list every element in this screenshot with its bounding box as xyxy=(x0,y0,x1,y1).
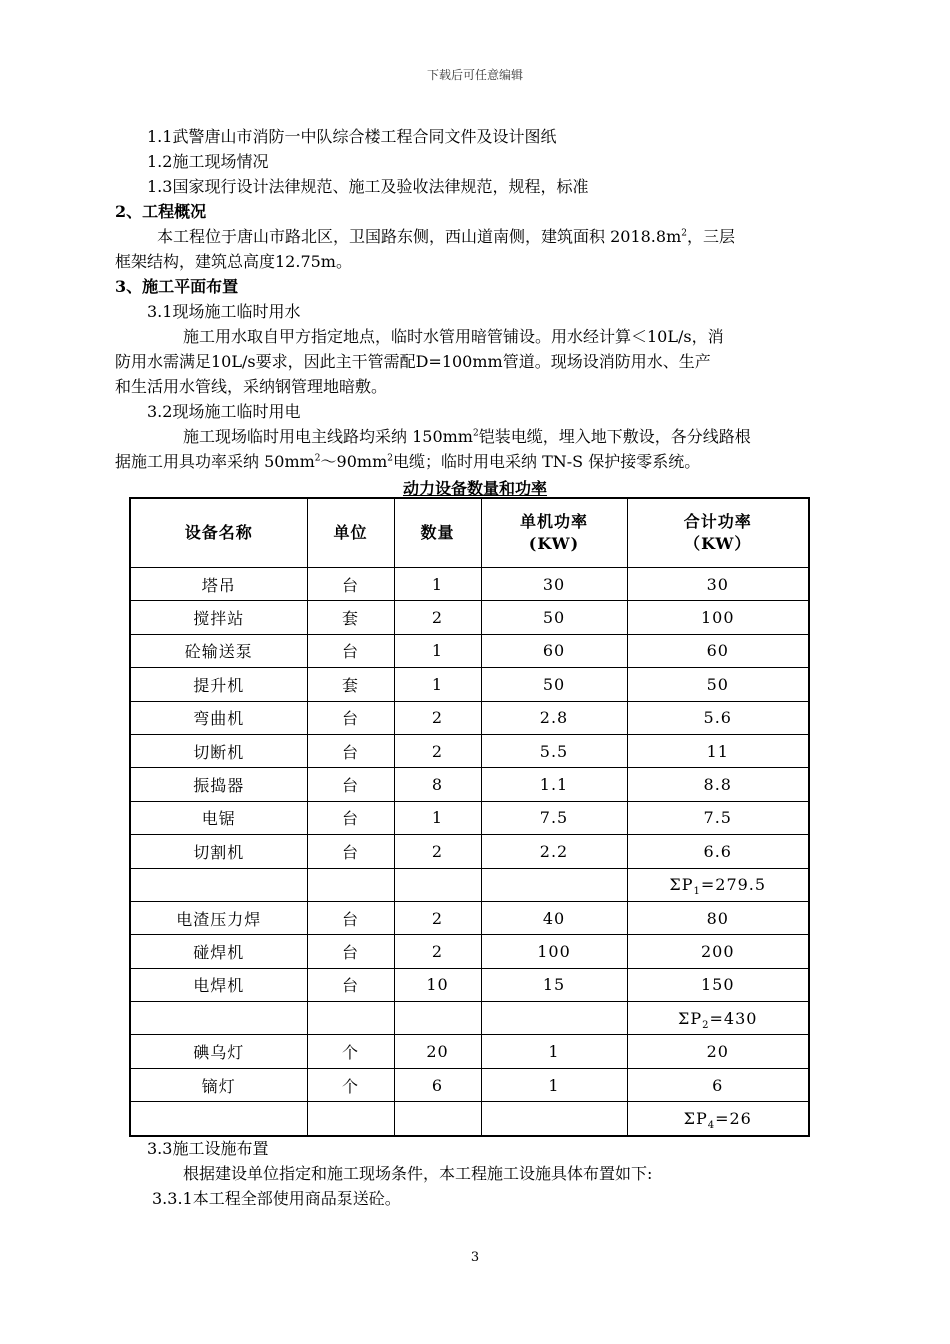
cell-name xyxy=(130,868,307,901)
cell-unit xyxy=(307,1102,394,1136)
cell-name: 电焊机 xyxy=(130,968,307,1001)
page-number: 3 xyxy=(470,1250,480,1265)
cell-name: 电锯 xyxy=(130,801,307,834)
header-total-power: 合计功率 （KW） xyxy=(627,498,809,568)
table-row xyxy=(130,935,809,968)
section-3-3-line: 根据建设单位指定和施工现场条件，本工程施工设施具体布置如下: xyxy=(183,1164,653,1183)
cell-total: 8.8 xyxy=(627,768,809,801)
basis-item-1: 1.1武警唐山市消防一中队综合楼工程合同文件及设计图纸 xyxy=(147,127,557,146)
cell-qty: 2 xyxy=(394,935,481,968)
table-row xyxy=(130,835,809,868)
cell-qty: 2 xyxy=(394,601,481,634)
cell-single: 40 xyxy=(481,901,627,934)
cell-single xyxy=(481,868,627,901)
cell-unit: 台 xyxy=(307,968,394,1001)
cell-qty: 1 xyxy=(394,568,481,601)
table-row xyxy=(130,1035,809,1068)
cell-single: 15 xyxy=(481,968,627,1001)
cell-name: 碰焊机 xyxy=(130,935,307,968)
cell-unit: 套 xyxy=(307,601,394,634)
equipment-power-table xyxy=(129,497,810,1137)
header-qty: 数量 xyxy=(394,498,481,568)
cell-name xyxy=(130,1002,307,1035)
cell-name: 切割机 xyxy=(130,835,307,868)
cell-qty: 10 xyxy=(394,968,481,1001)
cell-qty: 6 xyxy=(394,1068,481,1101)
cell-unit: 台 xyxy=(307,634,394,667)
cell-name: 切断机 xyxy=(130,734,307,767)
cell-qty xyxy=(394,1102,481,1136)
cell-unit: 台 xyxy=(307,734,394,767)
cell-qty: 2 xyxy=(394,701,481,734)
cell-single: 50 xyxy=(481,668,627,701)
cell-name: 振捣器 xyxy=(130,768,307,801)
cell-qty: 1 xyxy=(394,801,481,834)
cell-single: 2.8 xyxy=(481,701,627,734)
cell-name: 电渣压力焊 xyxy=(130,901,307,934)
cell-unit xyxy=(307,1002,394,1035)
cell-unit: 台 xyxy=(307,901,394,934)
cell-total: 60 xyxy=(627,634,809,667)
table-row xyxy=(130,668,809,701)
cell-name: 镝灯 xyxy=(130,1068,307,1101)
cell-qty: 2 xyxy=(394,901,481,934)
cell-total: 11 xyxy=(627,734,809,767)
cell-name xyxy=(130,1102,307,1136)
cell-single: 100 xyxy=(481,935,627,968)
section-3-heading: 3、施工平面布置 xyxy=(115,277,239,296)
cell-total: 150 xyxy=(627,968,809,1001)
cell-unit: 套 xyxy=(307,668,394,701)
cell-total: 7.5 xyxy=(627,801,809,834)
section-3-1-line-1: 施工用水取自甲方指定地点，临时水管用暗管铺设。用水经计算＜10L/s，消 xyxy=(183,327,724,346)
cell-name: 碘乌灯 xyxy=(130,1035,307,1068)
basis-item-3: 1.3国家现行设计法律规范、施工及验收法律规范，规程，标准 xyxy=(147,177,589,196)
section-3-2-title: 3.2现场施工临时用电 xyxy=(147,402,301,421)
cell-name: 塔吊 xyxy=(130,568,307,601)
page-header: 下载后可任意编辑 xyxy=(426,68,523,82)
cell-total: 5.6 xyxy=(627,701,809,734)
section-3-3-1: 3.3.1本工程全部使用商品泵送砼。 xyxy=(152,1189,401,1208)
cell-total: $\Sigma P_1=279.5$ xyxy=(627,868,809,901)
cell-unit: 台 xyxy=(307,835,394,868)
section-3-2-line-2: 据施工用具功率采纳 $50mm^2\sim 90mm^2$电缆；临时用电采纳 TN-S 保护接零系统。 xyxy=(115,452,701,471)
cell-unit: 个 xyxy=(307,1035,394,1068)
header-unit: 单位 xyxy=(307,498,394,568)
cell-total: 30 xyxy=(627,568,809,601)
section-3-2-line-1: 施工现场临时用电主线路均采纳 $150mm^2$铠装电缆，埋入地下敷设，各分线路根 xyxy=(183,427,751,446)
cell-name: 弯曲机 xyxy=(130,701,307,734)
cell-name: 搅拌站 xyxy=(130,601,307,634)
table-row xyxy=(130,801,809,834)
table-row xyxy=(130,1002,809,1035)
cell-total: $\Sigma P_2=430$ xyxy=(627,1002,809,1035)
cell-single: 50 xyxy=(481,601,627,634)
cell-unit: 个 xyxy=(307,1068,394,1101)
table-title: 动力设备数量和功率 xyxy=(402,479,547,498)
cell-unit: 台 xyxy=(307,568,394,601)
cell-qty: 1 xyxy=(394,634,481,667)
section-2-text-line-2: 框架结构，建筑总高度12.75m。 xyxy=(115,252,352,271)
table-row xyxy=(130,734,809,767)
cell-single xyxy=(481,1102,627,1136)
cell-qty xyxy=(394,868,481,901)
table-row xyxy=(130,901,809,934)
cell-qty: 20 xyxy=(394,1035,481,1068)
section-3-1-line-2: 防用水需满足10L/s要求，因此主干管需配D=100mm管道。现场设消防用水、生产 xyxy=(115,352,711,371)
cell-name: 砼输送泵 xyxy=(130,634,307,667)
header-single-power: 单机功率 (KW) xyxy=(481,498,627,568)
cell-single: 2.2 xyxy=(481,835,627,868)
cell-single: 5.5 xyxy=(481,734,627,767)
cell-total: 100 xyxy=(627,601,809,634)
cell-total: 6 xyxy=(627,1068,809,1101)
cell-single: 60 xyxy=(481,634,627,667)
cell-qty: 1 xyxy=(394,668,481,701)
table-row xyxy=(130,701,809,734)
section-3-1-title: 3.1现场施工临时用水 xyxy=(147,302,301,321)
cell-single: 30 xyxy=(481,568,627,601)
table-row xyxy=(130,868,809,901)
table-row xyxy=(130,1102,809,1136)
cell-unit: 台 xyxy=(307,701,394,734)
cell-single: 1 xyxy=(481,1035,627,1068)
table-row xyxy=(130,1068,809,1101)
cell-total: $\Sigma P_4=26$ xyxy=(627,1102,809,1136)
cell-total: 6.6 xyxy=(627,835,809,868)
cell-qty: 2 xyxy=(394,835,481,868)
cell-single: 7.5 xyxy=(481,801,627,834)
table-row xyxy=(130,968,809,1001)
cell-qty: 2 xyxy=(394,734,481,767)
cell-total: 50 xyxy=(627,668,809,701)
cell-qty xyxy=(394,1002,481,1035)
cell-total: 200 xyxy=(627,935,809,968)
section-3-1-line-3: 和生活用水管线，采纳钢管理地暗敷。 xyxy=(115,377,388,396)
basis-item-2: 1.2施工现场情况 xyxy=(147,152,269,171)
table-row xyxy=(130,634,809,667)
cell-unit: 台 xyxy=(307,935,394,968)
cell-unit: 台 xyxy=(307,801,394,834)
cell-single xyxy=(481,1002,627,1035)
cell-unit xyxy=(307,868,394,901)
cell-unit: 台 xyxy=(307,768,394,801)
cell-total: 80 xyxy=(627,901,809,934)
table-row xyxy=(130,568,809,601)
cell-single: 1 xyxy=(481,1068,627,1101)
cell-total: 20 xyxy=(627,1035,809,1068)
cell-qty: 8 xyxy=(394,768,481,801)
cell-single: 1.1 xyxy=(481,768,627,801)
section-3-3-title: 3.3施工设施布置 xyxy=(147,1139,269,1158)
section-2-text-line-1: 本工程位于唐山市路北区，卫国路东侧，西山道南侧，建筑面积 $2018.8m^2$，三层 xyxy=(157,227,735,246)
table-row xyxy=(130,768,809,801)
header-name: 设备名称 xyxy=(130,498,307,568)
table-header-row xyxy=(130,498,809,568)
table-row xyxy=(130,601,809,634)
cell-name: 提升机 xyxy=(130,668,307,701)
section-2-heading: 2、工程概况 xyxy=(115,202,207,221)
